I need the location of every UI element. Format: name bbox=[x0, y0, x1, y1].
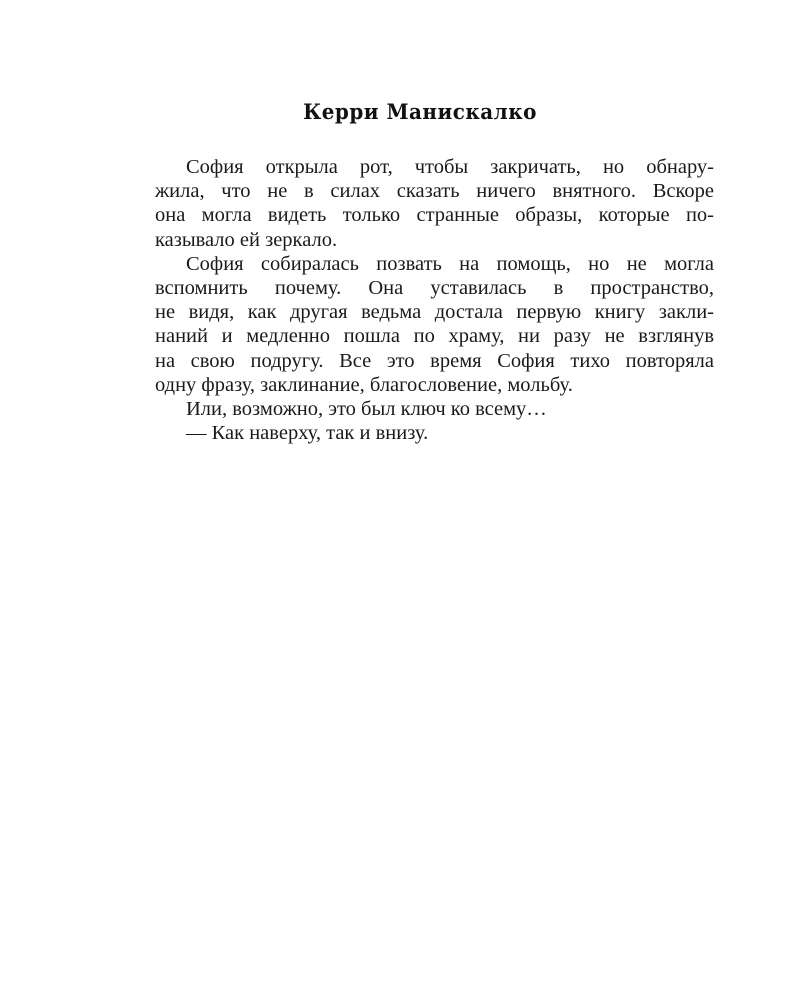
paragraph-3 bbox=[124, 397, 714, 421]
text-line: Или, возможно, это был ключ ко всему… bbox=[186, 398, 547, 421]
text-line: не видя, как другая ведьма достала первую книгу закли- bbox=[155, 301, 714, 324]
text-line: София собиралась позвать на помощь, но не могла bbox=[186, 252, 714, 275]
paragraph-2 bbox=[124, 252, 714, 397]
text-line: одну фразу, заклинание, благословение, мольбу. bbox=[155, 373, 573, 396]
text-line: жила, что не в силах сказать ничего внятного. Вскоре bbox=[155, 180, 714, 203]
text-line: София открыла рот, чтобы закричать, но обнару- bbox=[186, 156, 714, 178]
text-line: на свою подругу. Все это время София тихо повторяла bbox=[155, 349, 714, 372]
running-head-author: Керри Манискалко bbox=[303, 99, 537, 124]
text-line: казывало ей зеркало. bbox=[155, 228, 338, 251]
paragraph-1 bbox=[124, 155, 714, 252]
text-line: вспомнить почему. Она уставилась в пространство, bbox=[155, 277, 714, 300]
body-text bbox=[124, 155, 714, 445]
text-line: она могла видеть только странные образы, которые по- bbox=[155, 204, 714, 227]
paragraph-4 bbox=[124, 421, 714, 445]
text-line: — Как наверху, так и внизу. bbox=[186, 422, 429, 445]
text-line: наний и медленно пошла по храму, ни разу не взглянув bbox=[155, 325, 714, 348]
